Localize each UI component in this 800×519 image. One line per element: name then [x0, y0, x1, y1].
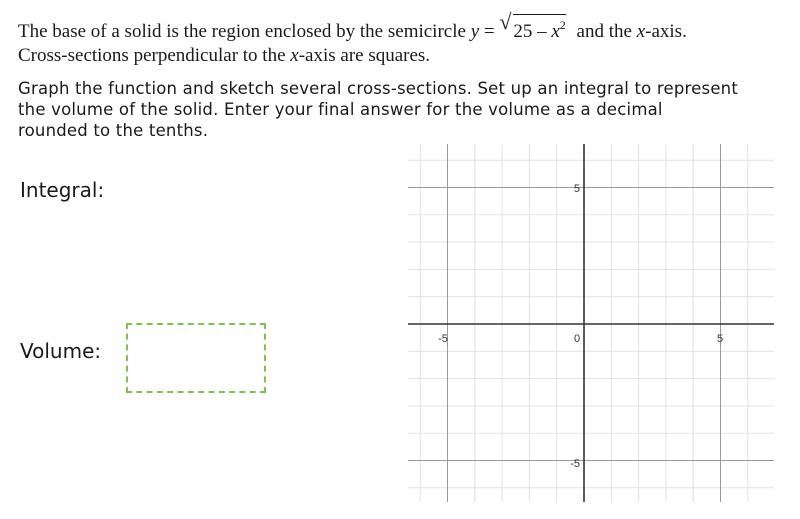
tick-label-y-neg5: -5 [570, 458, 580, 470]
problem-statement [18, 9, 788, 68]
problem-line2-a: Cross-sections perpendicular to the [18, 45, 291, 66]
radicand [513, 14, 565, 42]
problem-text-part2: and the [571, 21, 637, 42]
integral-label: Integral: [20, 178, 105, 202]
volume-label: Volume: [20, 339, 102, 363]
x-variable: x [551, 21, 560, 42]
instructions-text: Graph the function and sketch several cross-sections. Set up an integral to represent the volume of the solid. Enter your final answer for the volume as a decimal rounded to the tenths. [18, 79, 738, 140]
tick-label-x-neg5: -5 [438, 333, 448, 345]
volume-answer-box[interactable] [126, 323, 266, 393]
exponent: 2 [559, 18, 566, 32]
axes [408, 144, 774, 502]
x-axis-variable: x [636, 21, 646, 42]
tick-label-y-5: 5 [573, 183, 580, 195]
major-grid [408, 144, 774, 502]
problem-text-part1: The base of a solid is the region enclosed by the semicircle [18, 21, 471, 42]
radicand-constant: 25 – [513, 21, 552, 42]
coordinate-graph[interactable] [408, 144, 774, 502]
problem-line2-b: -axis are squares. [298, 45, 431, 66]
problem-text-part3: -axis. [645, 21, 687, 42]
equals-sign: = [479, 21, 500, 42]
line2-variable: x [290, 45, 299, 66]
minor-grid [408, 144, 774, 502]
tick-label-x-5: 5 [716, 333, 724, 345]
square-root-expression [499, 9, 571, 44]
y-variable: y [470, 21, 480, 42]
radical-sign-icon: √ [499, 9, 512, 34]
tick-label-x-origin: 0 [573, 333, 581, 345]
